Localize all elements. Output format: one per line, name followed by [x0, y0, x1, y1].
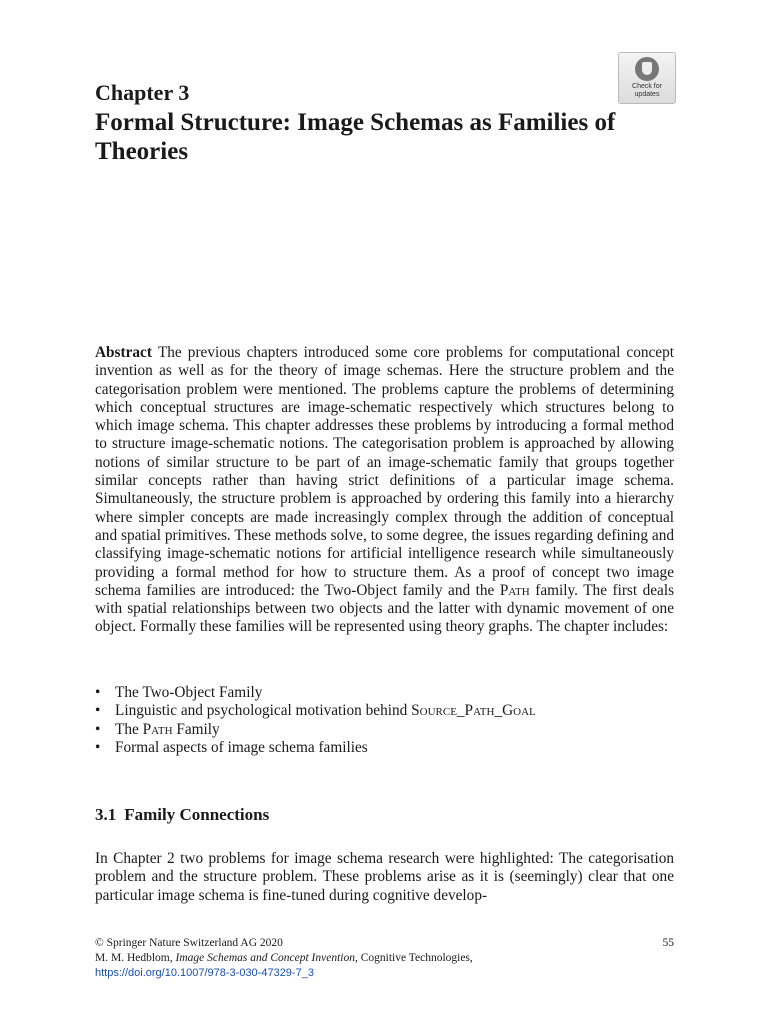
section-number: 3.1: [95, 805, 117, 824]
list-item: [95, 721, 674, 739]
footer: [95, 936, 674, 981]
section-heading: [95, 804, 269, 826]
topic-text: The Two-Object Family: [115, 684, 263, 701]
badge-line-2: updates: [634, 91, 660, 98]
topic-text: Family: [176, 720, 220, 738]
citation: [95, 951, 674, 966]
list-item: [95, 739, 674, 757]
topic-text: The: [115, 720, 139, 738]
topic-term: Source_Path_Goal: [411, 702, 536, 720]
list-item: [95, 702, 674, 720]
page-number: 55: [662, 937, 674, 949]
book-title: Image Schemas and Concept Invention: [175, 952, 355, 964]
copyright: © Springer Nature Switzerland AG 2020: [95, 937, 283, 949]
topic-text: Formal aspects of image schema families: [115, 739, 368, 757]
badge-line-1: Check for: [632, 83, 662, 90]
chapter-topics-list: [95, 684, 674, 758]
check-for-updates-badge[interactable]: [618, 52, 676, 104]
section-title: Family Connections: [124, 805, 270, 824]
bookmark-icon: [635, 57, 659, 81]
topic-text: Linguistic and psychological motivation behind: [115, 702, 408, 720]
section-body: In Chapter 2 two problems for image schema research were highlighted: The categorisation problem and the structure problem. These problems arise as it is (seemingly) clear that one particular image schema is fine-tuned during cognitive develop-: [95, 850, 674, 904]
badge-label: [619, 83, 675, 99]
chapter-title: Formal Structure: Image Schemas as Families of Theories: [95, 109, 616, 165]
abstract-text-part-1: The previous chapters introduced some core problems for computational concept invention as well as for the theory of image schemas. Here the structure problem and the categorisation problem were mentioned. The problems capture the problems of determining which conceptual structures are image-schematic respectively which structures belong to which image schema. This chapter addresses these problems by introducing a formal method to structure image-schematic notions. The categorisation problem is approached by allowing notions of similar structure to be part of an image-schematic family that groups together similar concepts rather than having strict definitions of a particular image schema. Simultaneously, the structure problem is approached by ordering this family into a hierarchy where simpler concepts are made increasingly complex through the addition of conceptual and spatial primitives. These methods solve, to some degree, the issues regarding defining and classifying image-schematic notions for artificial intelligence research while simultaneously providing a formal method for how to structure them. As a proof of concept two image schema families are introduced: the Two-Object family and the: [95, 344, 674, 599]
abstract-text-part-2: family. The first deals with spatial relationships between two objects and the latter with dynamic movement of one object. Formally these families will be represented using theory graphs. The chapter includes:: [95, 581, 675, 636]
abstract: [95, 344, 674, 637]
list-item: [95, 684, 674, 702]
topic-term: Path: [142, 720, 173, 738]
doi-link[interactable]: https://doi.org/10.1007/978-3-030-47329-7_3: [95, 967, 314, 979]
abstract-keyword: Abstract: [95, 344, 152, 361]
series: , Cognitive Technologies,: [354, 952, 473, 964]
abstract-path-term: Path: [499, 581, 530, 599]
chapter-label: Chapter 3: [95, 80, 190, 105]
author: M. M. Hedblom,: [95, 952, 173, 964]
